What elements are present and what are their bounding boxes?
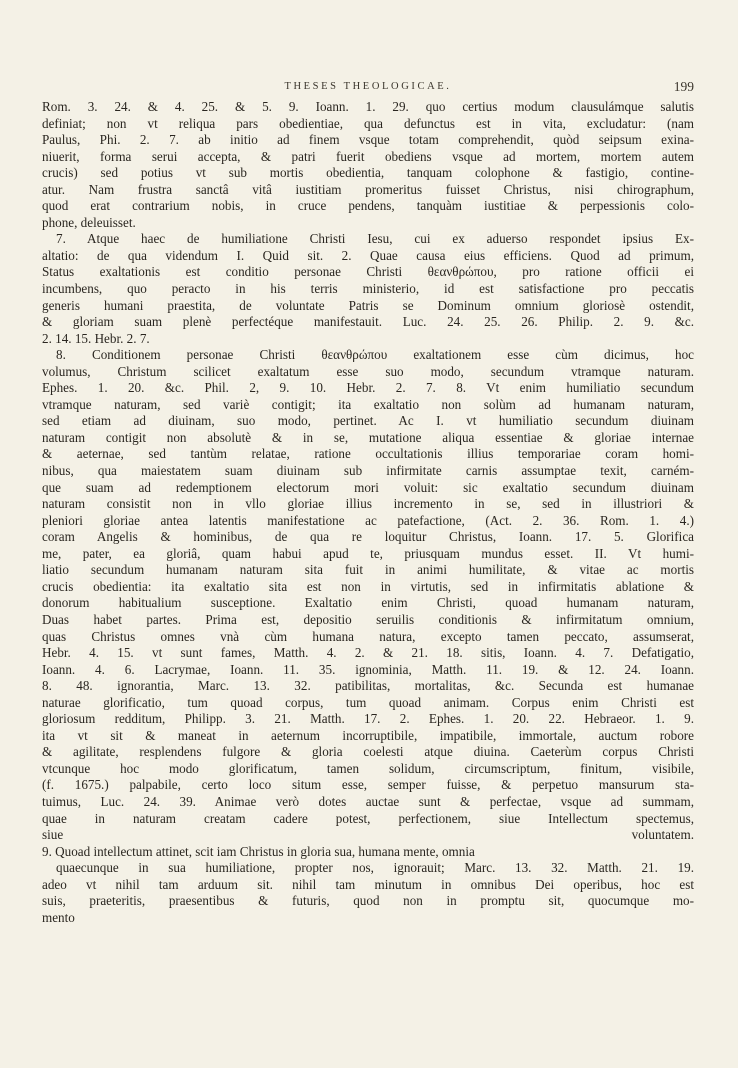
text-line: & aeternae, sed tantùm relatae, ratione occultationis illius temporariae coram homi- [42,446,694,462]
page-number: 199 [673,79,694,94]
text-line: & gloriam suam plenè perfectéque manifestauit. Luc. 24. 25. 26. Philip. 2. 9. &c. [42,314,694,330]
text-line: 7. Atque haec de humiliatione Christi Iesu, cui ex aduerso respondet ipsius Ex- [56,231,694,247]
text-line: 9. Quoad intellectum attinet, scit iam Christus in gloria sua, humana mente, omnia [42,843,475,859]
text-line [42,926,694,943]
text-line: generis humani praestita, de voluntate Patris se Dominum omnium gloriosè ostendit, [42,297,694,313]
text-line: donorum habitualium susceptione. Exaltatio enim Christi, quoad humanam naturam, [42,595,694,611]
text-line: & agilitate, resplendens fulgore & gloria coelesti atque diuina. Caeterùm corpus Christi [42,744,694,760]
text-line: altatio: de qua videndum I. Quid sit. 2. Quae causa eius efficiens. Quod ad primum, [42,247,694,263]
text-line: siue voluntatem. [42,827,694,843]
text-line: phone, deleuisset. [42,214,136,230]
body-text [42,99,694,943]
text-line: tuimus, Luc. 24. 39. Animae verò dotes auctae sunt & perfectae, vsque ad summam, [42,793,694,809]
text-line: Ioann. 4. 6. Lacrymae, Ioann. 11. 35. ignominia, Matth. 11. 19. & 12. 24. Ioann. [42,661,694,677]
running-head: THESES THEOLOGICAE. [284,81,452,92]
text-line: pleniori gloriae antea latentis manifestatione ac patefactione, (Act. 2. 36. Rom. 1. 4.) [42,512,694,528]
text-line: crucis) sed potius vt sub mortis obedientia, tanquam colophone & fastigio, contine- [42,165,694,181]
text-line: quae in naturam creatam cadere potest, perfectionem, siue Intellectum spectemus, [42,810,694,826]
text-line: quaecunque in sua humiliatione, propter nos, ignorauit; Marc. 13. 32. Matth. 21. 19. [56,860,694,876]
text-line: naturae glorificatio, tum quoad corpus, tum quoad animam. Corpus enim Christi est [42,694,694,710]
text-line: mento [42,909,75,925]
text-line: Duas habet partes. Prima est, depositio seruilis conditionis & infirmitatum omnium, [42,611,694,627]
text-line: vtcunque hoc modo glorificatum, tamen solidum, circumscriptum, finitum, visibile, [42,760,694,776]
text-line: adeo vt nihil tam arduum sit. nihil tam minutum in omnibus Dei operibus, hoc est [42,876,694,892]
text-line: naturam consistit non in vllo gloriae illius incremento in se, sed in illustriori & [42,496,694,512]
text-line: 8. 48. ignorantia, Marc. 13. 32. patibilitas, mortalitas, &c. Secunda est humanae [42,678,694,694]
text-line: Ephes. 1. 20. &c. Phil. 2, 9. 10. Hebr. 2. 7. 8. Vt enim humiliatio secundum [42,380,694,396]
text-line: Status exaltationis est conditio personae Christi θεανθρώπου, pro ratione officii ei [42,264,694,280]
text-line: quas Christus omnes vnà cùm humana natura, excepto tamen peccato, assumserat, [42,628,694,644]
text-line: nibus, qua maiestatem suam diuinam sub infirmitate carnis assumptae texit, carném- [42,463,694,479]
text-line: definiat; non vt reliqua pars obedientiae, qua defunctus est in vita, excludatur: (nam [42,115,694,131]
text-line: naturam contigit non absolutè & in se, mutatione aliqua essentiae & gloriae internae [42,429,694,445]
text-line: 2. 14. 15. Hebr. 2. 7. [42,330,150,346]
text-line: coram Angelis & hominibus, de qua re loquitur Christus, Ioann. 17. 5. Glorifica [42,529,694,545]
text-line: volumus, Christum scilicet exaltatum esse suo modo, secundum vtramque naturam. [42,363,694,379]
text-line: 8. Conditionem personae Christi θεανθρώπου exaltationem esse cùm dicimus, hoc [56,347,694,363]
text-line: que suam ad redemptionem electorum mori voluit: sic exaltatio secundum diuinam [42,479,694,495]
text-line: Hebr. 4. 15. vt sunt fames, Matth. 4. 2. & 21. 18. sitis, Ioann. 4. 7. Defatigatio, [42,645,694,661]
text-line: (f. 1675.) palpabile, certo loco situm esse, semper fuisse, & perpetuo mansurum sta- [42,777,694,793]
text-line: sed etiam ad diuinam, suo modo, pertinet. Ac I. vt humiliatio secundum diuinam [42,413,694,429]
text-line: suis, praeteritis, praesentibus & futuris, quod non in promptu sit, quocumque mo- [42,893,694,909]
page-header [42,79,694,97]
text-line: incumbens, quo peracto in his terris ministerio, id est satisfactione pro peccatis [42,281,694,297]
text-line: niuerit, forma serui accepta, & patri fuerit obediens vsque ad mortem, mortem autem [42,148,694,164]
text-line: vtramque naturam, sed variè contigit; ita exaltatio non solùm ad humanam naturam, [42,396,694,412]
text-line: me, pater, ea gloriâ, quam habui apud te, priusquam mundus esset. II. Vt humi- [42,545,694,561]
text-line: liatio secundum humanam naturam sita fuit in animi humilitate, & vitae ac mortis [42,562,694,578]
text-line: quod erat contrarium nobis, in cruce pendens, tanquàm iustitiae & perpessionis colo- [42,198,694,214]
text-line: Rom. 3. 24. & 4. 25. & 5. 9. Ioann. 1. 29. quo certius modum clausulámque salutis [42,99,694,114]
text-line: Paulus, Phi. 2. 7. ab initio ad finem vsque totam comprehendit, quòd seipsum exina- [42,132,694,148]
text-line: gloriosum redditum, Philipp. 3. 21. Matth. 17. 2. Ephes. 1. 20. 22. Hebraeor. 1. 9. [42,711,694,727]
text-line: crucis obedientia: ita exaltatio sita est non in virtutis, sed in infirmitatis ablatione & [42,578,694,594]
text-line: ita vt sit & maneat in aeternum incorruptibile, impatibile, immortale, auctum robore [42,727,694,743]
text-line: atur. Nam frustra sanctâ vitâ iustitiam promeritus fuisset Christus, nisi chirographum, [42,181,694,197]
